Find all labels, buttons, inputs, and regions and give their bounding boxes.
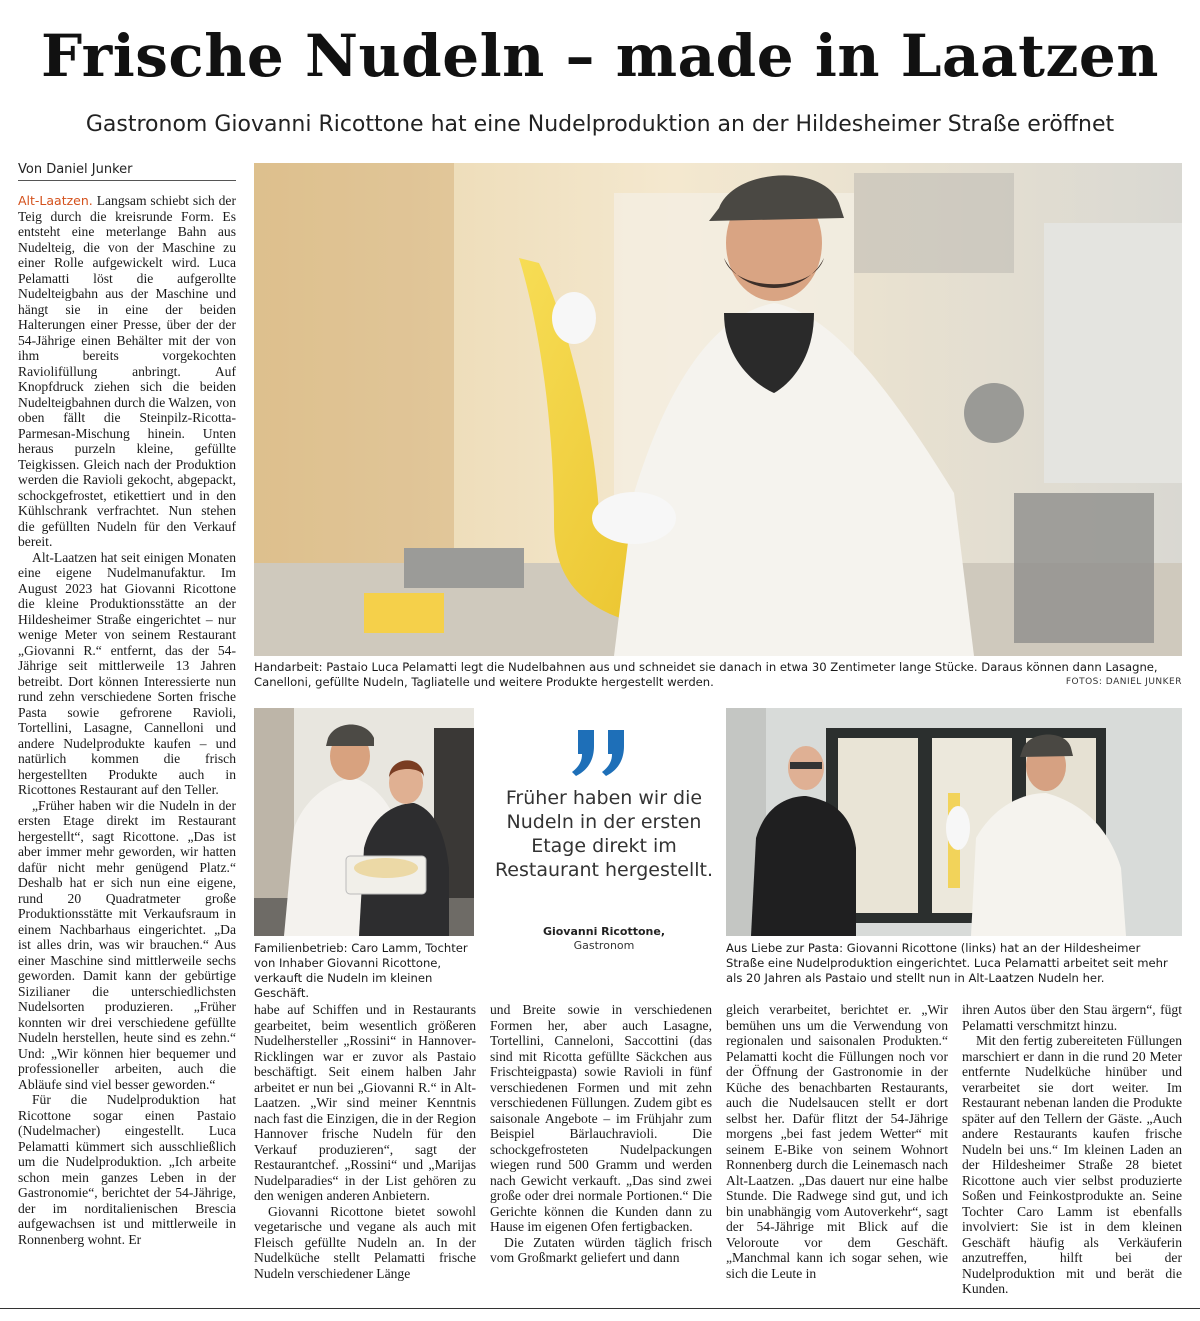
pastaio-photo-illustration (254, 163, 1182, 656)
pull-quote-author: Giovanni Ricottone, (542, 925, 666, 938)
family-business-photo-illustration (254, 708, 474, 936)
article-paragraph: Für die Nudelproduktion hat Ricottone sogar einen Pastaio (Nudelmacher) eingestellt. Luca Pelamatti kümmert sich ausschließlich um die Nudelproduktion. „Ich arbeite schon mein ganzes Leben in der Gastronomie“, berichtet der 54-Jährige, der im norditalienischen Brescia aufgewachsen ist und mittlerweile in Ronnenberg wohnt. Er (18, 1092, 236, 1247)
location-label: Alt-Laatzen. (18, 193, 93, 208)
article-paragraph: „Früher haben wir die Nudeln in der ersten Etage direkt im Restaurant hergestellt“, sagt Ricottone. „Das ist aber immer mehr geworden, wir hatten dafür nicht mehr genügend Platz.“ Deshalb hat er sich nun eine eigene, rund 20 Quadratmeter große Produktionsstätte mit Verkaufsraum in einem Nachbarhaus eingerichtet. „Da ist alles drin, was wir brauchen.“ Aus einer Maschine sind mittlerweile sechs geworden. Damit kann der gebürtige Sizilianer die unterschiedlichsten Nudelsorten produzieren. „Früher konnten wir drei verschiedene gefüllte Nudeln herstellen, heute sind es zehn.“ Und: „Wir können hier bequemer und professioneller arbeiten, auch die Abläufe sind viel besser geworden.“ (18, 797, 236, 1092)
article-column-4 (726, 1002, 948, 1302)
photo-credit: FOTOS: DANIEL JUNKER (1065, 677, 1182, 687)
article-paragraph: und Breite sowie in verschiedenen Formen her, aber auch Lasagne, Tortellini, Canneloni, Saccottini (das sind mit Ricotta gefüllte Säckchen aus Frischteigpasta) sowie Ravioli in fünf verschiedenen Formen und mit zehn verschiedenen Füllungen. Zudem gibt es saisonale Angebote – im Frühjahr zum Beispiel Bärlauchravioli. Die schockgefrosteten Nudelpackungen wiegen rund 500 Gramm und werden nach Gewicht verkauft. „Das sind zwei große oder drei normale Portionen.“ Die Gerichte können die Kunden dann zu Hause im eigenen Ofen fertigbacken. (490, 1002, 712, 1234)
article-paragraph: habe auf Schiffen und in Restaurants gearbeitet, beim wesentlich größeren Nudelhersteller „Rossini“ in Hannover-Ricklingen war er zuvor als Pastaio beschäftigt. Seit einem halben Jahr arbeitet er nun bei „Giovanni R.“ in Alt-Laatzen. „Wir sind meiner Kenntnis nach fast die Einzigen, die in der Region Hannover frische Nudeln für den Verkauf produzieren“, sagt der Restaurantchef. „Rossini“ und „Marijas Nudelparadies“ in der List gehören zu den wenigen anderen Anbietern. (254, 1002, 476, 1203)
byline: Von Daniel Junker (18, 162, 133, 177)
quote-mark-icon (566, 728, 636, 778)
caption-text: Handarbeit: Pastaio Luca Pelamatti legt die Nudelbahnen aus und schneidet sie danach in etwa 30 Zentimeter lange Stücke. Daraus können dann Lasagne, Canelloni, gefüllte Nudeln, Tagliatelle und weitere Produkte hergestellt werden. (254, 660, 1158, 689)
paragraph-text: Langsam schiebt sich der Teig durch die kreisrunde Form. Es entsteht eine meterlange Bahn aus Nudelteig, die von der Maschine zu einer Rolle aufgewickelt wird. Luca Pelamatti löst die aufgerollte Nudelteigbahn aus der Maschine und hängt sie in eine der beiden Halterungen einer Presse, über der der 54-Jährige einen Behälter mit der von ihm bereits vorgekochten Raviolifüllung anbringt. Auf Knopfdruck ziehen sich die beiden Nudelteigbahnen durch die Walzen, von oben fällt die Steinpilz-Ricotta-Parmesan-Mischung hinein. Unten heraus purzeln kleine, gefüllte Teigkissen. Gleich nach der Produktion werden die Ravioli gekocht, abgepackt, schockgefrostet, etikettiert und in den Kühlschrank verfrachtet. Nun stehen die gefüllten Nudeln für den Verkauf bereit. (18, 193, 236, 549)
article-column-5 (962, 1002, 1182, 1302)
two-men-photo-illustration (726, 708, 1182, 936)
page-bottom-divider (0, 1308, 1200, 1309)
article-paragraph: Mit den fertig zubereiteten Füllungen marschiert er dann in die rund 20 Meter entfernte Nudelküche hinüber und verarbeitet sie dort weiter. Im Restaurant nebenan landen die Produkte später auf den Tellern der Gäste. „Auch andere Restaurants kaufen frische Nudeln bei uns.“ Im kleinen Laden an der Hildesheimer Straße 28 bietet Ricottone auch vier selbst produzierte Soßen und Feinkostprodukte an. Seine Tochter Caro Lamm ist ebenfalls involviert: Sie ist in dem kleinen Geschäft häufig als Verkäuferin anzutreffen, hilft bei der Nudelproduktion mit und berät die Kunden. (962, 1033, 1182, 1296)
shop-photo-caption: Familienbetrieb: Caro Lamm, Tochter von Inhaber Giovanni Ricottone, verkauft die Nudeln im kleinen Geschäft. (254, 941, 468, 1000)
shop-photo (254, 708, 474, 936)
pull-quote-role: Gastronom (573, 939, 635, 952)
article-column-1 (18, 193, 236, 1303)
team-photo-caption: Aus Liebe zur Pasta: Giovanni Ricottone (links) hat an der Hildesheimer Straße eine Nudelproduktion eingerichtet. Luca Pelamatti arbeitet seit mehr als 20 Jahren als Pastaio und stellt nun in Alt-Laatzen Nudeln her. (726, 941, 1168, 985)
article-paragraph: ihren Autos über den Stau ärgern“, fügt Pelamatti verschmitzt hinzu. (962, 1002, 1182, 1033)
article-paragraph: Die Zutaten würden täglich frisch vom Großmarkt geliefert und dann (490, 1234, 712, 1265)
main-photo-caption (254, 660, 1182, 690)
article-paragraph: gleich verarbeitet, berichtet er. „Wir bemühen uns um die Verwendung von regionalen und saisonalen Produkten.“ Pelamatti kocht die Füllungen noch vor der Öffnung der Gastronomie in der Küche des benachbarten Restaurants, auch die Nudelsaucen stellt er dort selbst her. Dafür flitzt der 54-Jährige morgens „bei fast jedem Wetter“ mit seinem E-Bike von seinem Wohnort Ronnenberg durch die Leinemasch nach Alt-Laatzen. „Das dauert nur eine halbe Stunde. Die Radwege sind gut, und ich bin unabhängig vom Autoverkehr“, sagt der 54-Jährige mit Blick auf die Veloroute vor dem Geschäft. „Manchmal kann ich sogar sehen, wie sich die Leute in (726, 1002, 948, 1281)
article-paragraph: Giovanni Ricottone bietet sowohl vegetarische und vegane als auch mit Fleisch gefüllte Nudeln an. In der Nudelküche stellt Pelamatti frische Nudeln verschiedener Länge (254, 1203, 476, 1281)
main-photo (254, 163, 1182, 656)
article-paragraph (18, 193, 236, 550)
article-paragraph: Alt-Laatzen hat seit einigen Monaten eine eigene Nudelmanufaktur. Im August 2023 hat Giovanni Ricottone die kleine Produktionsstätte an der Hildesheimer Straße eingerichtet – nur wenige Meter von seinem Restaurant „Giovanni R.“ entfernt, das der 54-Jährige seit mittlerweile 13 Jahren betreibt. Dort können Interessierte nun rund zehn verschiedene Sorten frische Pasta sowie gefrorene Ravioli, Tortellini, Lasagne, Cannelloni und andere Nudelprodukte kaufen – und natürlich kommen die frisch hergestellten Produkte auch in Ricottones Restaurant auf den Teller. (18, 549, 236, 797)
article-column-3 (490, 1002, 712, 1302)
pull-quote: Früher haben wir die Nudeln in der ersten Etage direkt im Restaurant hergestellt. (494, 787, 714, 881)
article-column-2 (254, 1002, 476, 1302)
team-photo (726, 708, 1182, 936)
subheadline: Gastronom Giovanni Ricottone hat eine Nudelproduktion an der Hildesheimer Straße eröffnet (85, 112, 1115, 137)
headline: Frische Nudeln – made in Laatzen (41, 22, 1159, 90)
byline-divider (18, 180, 236, 181)
